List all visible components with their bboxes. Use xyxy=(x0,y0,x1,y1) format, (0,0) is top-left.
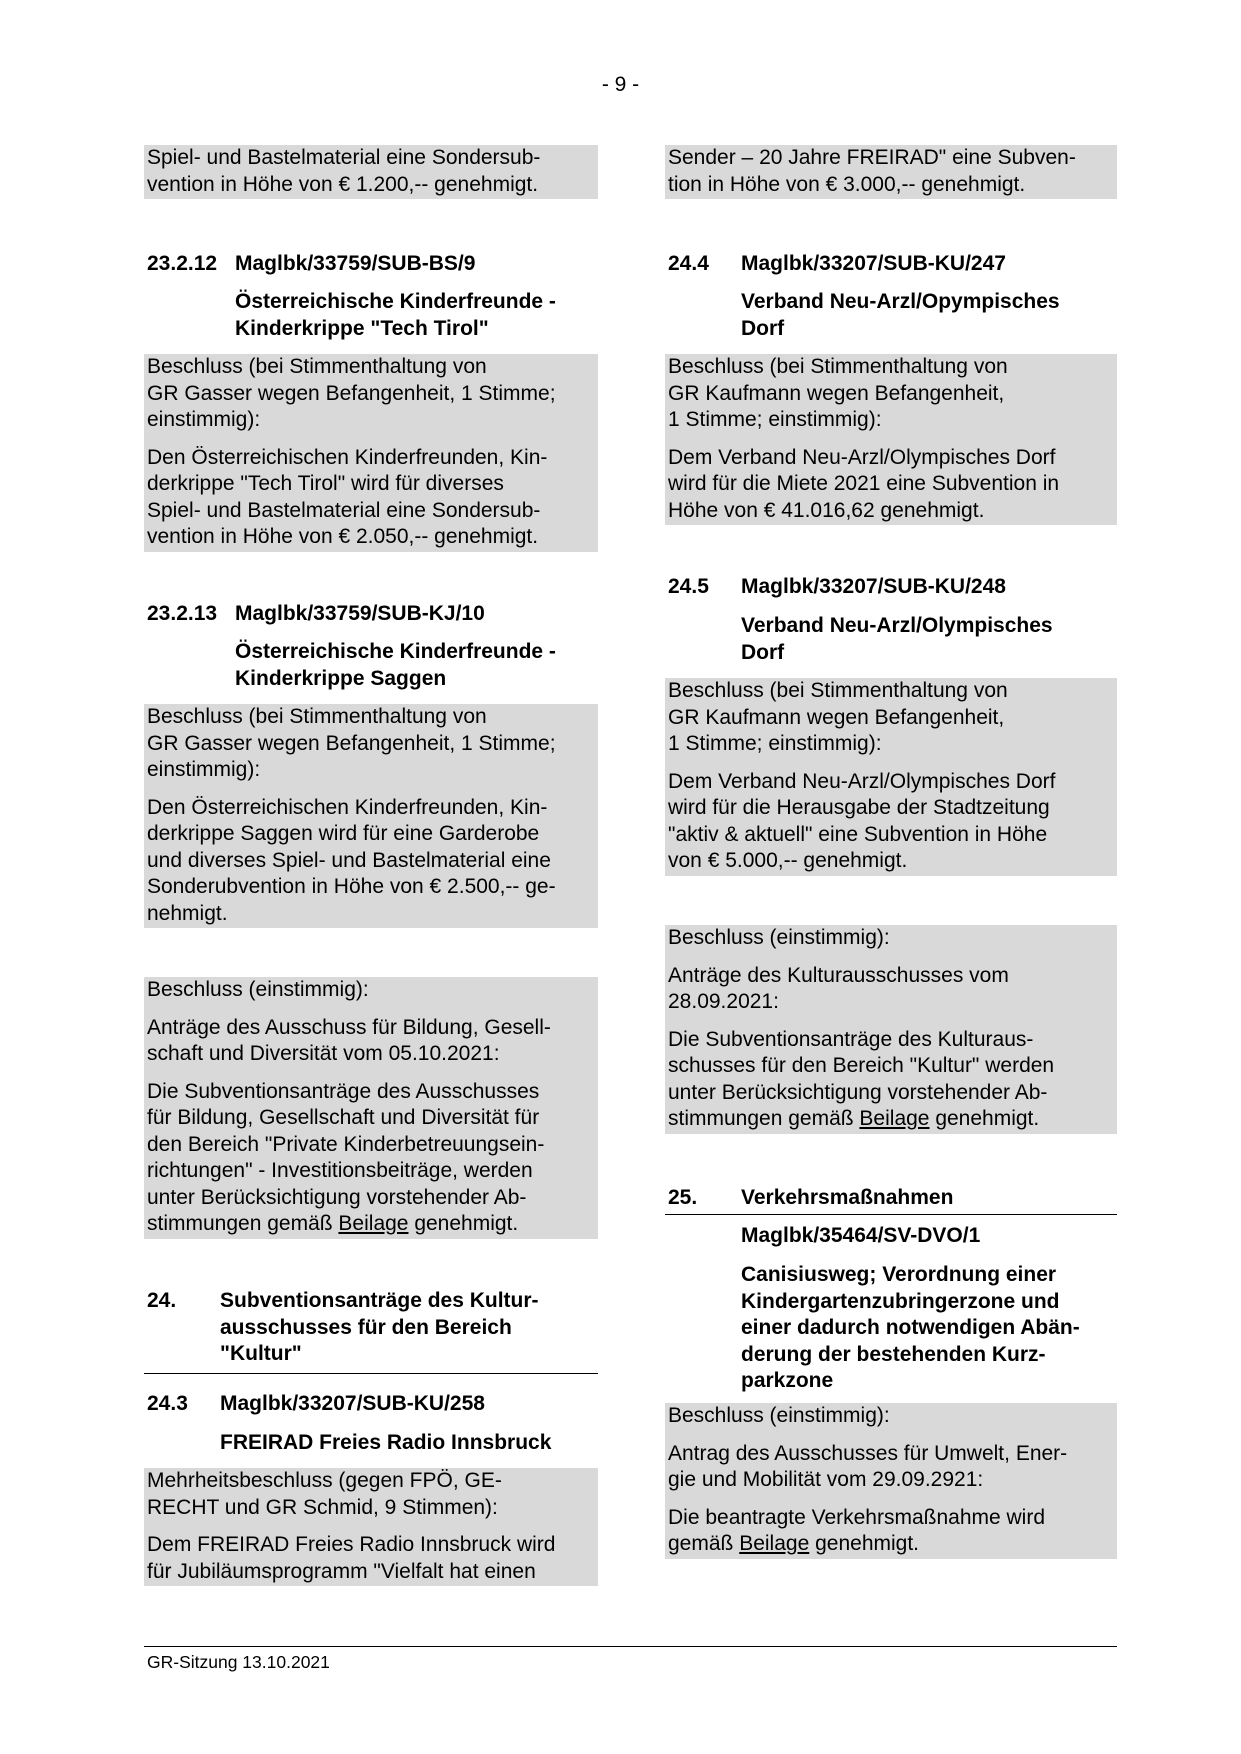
section-number: 25. xyxy=(668,1186,698,1209)
line: Canisiusweg; Verordnung einer xyxy=(741,1263,1057,1286)
line: Beschluss (bei Stimmenthaltung von xyxy=(147,705,487,728)
intro-text xyxy=(147,145,595,198)
beschluss-text: Beschluss (einstimmig): xyxy=(668,1404,890,1427)
line: gemäß xyxy=(668,1532,740,1555)
line: Kinderkrippe "Tech Tirol" xyxy=(235,316,489,340)
section-number: 24.4 xyxy=(668,252,709,275)
line: Österreichische Kinderfreunde - xyxy=(235,290,556,313)
line: stimmungen gemäß xyxy=(147,1212,339,1235)
beilage-link[interactable]: Beilage xyxy=(739,1532,810,1555)
section-number: 24. xyxy=(147,1289,177,1312)
decision-text xyxy=(668,1505,1114,1558)
line: 1 Stimme; einstimmig): xyxy=(668,408,882,431)
decision-text xyxy=(668,445,1114,525)
line: Dem Verband Neu-Arzl/Olympisches Dorf xyxy=(668,769,1056,793)
section-code: Maglbk/33207/SUB-KU/247 xyxy=(741,252,1006,275)
line: wird für die Miete 2021 eine Subvention in xyxy=(668,472,1060,495)
line: Subventionsanträge des Kultur- xyxy=(220,1289,539,1312)
section-code: Maglbk/33759/SUB-BS/9 xyxy=(235,252,476,275)
line: Beschluss (bei Stimmenthaltung von xyxy=(668,355,1008,378)
section-code: Maglbk/33759/SUB-KJ/10 xyxy=(235,602,485,625)
line: Dorf xyxy=(741,316,785,340)
line: schusses für den Bereich "Kultur" werden xyxy=(668,1054,1055,1077)
line: schaft und Diversität vom 05.10.2021: xyxy=(147,1042,500,1065)
line: Sender – 20 Jahre FREIRAD" eine Subven- xyxy=(668,146,1076,169)
section-number: 24.5 xyxy=(668,575,709,598)
beschluss-block-23-2-13 xyxy=(144,704,598,928)
section-number: 23.2.12 xyxy=(147,252,218,275)
section-heading-24-4 xyxy=(665,251,1117,278)
line: wird für die Herausgabe der Stadtzeitung xyxy=(668,796,1050,819)
line: den Bereich "Private Kinderbetreuungsein- xyxy=(147,1132,545,1156)
beilage-link[interactable]: Beilage xyxy=(338,1212,409,1235)
decision-text xyxy=(147,795,595,928)
section-rule xyxy=(665,1214,1117,1215)
line: parkzone xyxy=(741,1369,834,1392)
intro-paragraph xyxy=(665,145,1117,199)
line: Anträge des Ausschuss für Bildung, Gesell- xyxy=(147,1015,551,1039)
section-heading-25 xyxy=(665,1185,1117,1212)
line: genehmigt. xyxy=(408,1212,519,1235)
line: Die Subventionsanträge des Ausschusses xyxy=(147,1079,540,1103)
section-heading-24-3 xyxy=(144,1391,598,1418)
line: Dorf xyxy=(741,640,785,664)
line: vention in Höhe von € 2.050,-- genehmigt. xyxy=(147,525,539,548)
line: richtungen" - Investitionsbeiträge, werden xyxy=(147,1159,533,1182)
line: RECHT und GR Schmid, 9 Stimmen): xyxy=(147,1495,498,1519)
line: GR Gasser wegen Befangenheit, 1 Stimme; xyxy=(147,381,556,405)
beschluss-block-24-3 xyxy=(144,1468,598,1586)
line: gie und Mobilität vom 29.09.2921: xyxy=(668,1468,984,1491)
line: für Bildung, Gesellschaft und Diversität für xyxy=(147,1106,540,1129)
line: Anträge des Kulturausschusses vom xyxy=(668,963,1009,987)
section-code-25: Maglbk/35464/SV-DVO/1 xyxy=(741,1224,981,1247)
line: unter Berücksichtigung vorstehender Ab- xyxy=(668,1080,1048,1104)
line: derung der bestehenden Kurz- xyxy=(741,1342,1046,1366)
line: ausschusses für den Bereich xyxy=(220,1315,512,1339)
line: Den Österreichischen Kinderfreunden, Kin- xyxy=(147,445,548,469)
line: GR Kaufmann wegen Befangenheit, xyxy=(668,705,1005,729)
section-subtitle-25 xyxy=(741,1262,1080,1395)
section-title-23-2-13 xyxy=(235,639,556,692)
section-heading-23-2-13 xyxy=(144,601,598,628)
decision-text xyxy=(668,1027,1114,1133)
section-title-24-4 xyxy=(741,289,1060,342)
line: Verband Neu-Arzl/Olympisches xyxy=(741,614,1053,637)
antraege-text xyxy=(147,1015,595,1068)
section-title: Verkehrsmaßnahmen xyxy=(741,1186,954,1209)
line: unter Berücksichtigung vorstehender Ab- xyxy=(147,1185,527,1209)
intro-paragraph xyxy=(144,145,598,199)
line: Antrag des Ausschusses für Umwelt, Ener- xyxy=(668,1441,1068,1465)
decision-text xyxy=(147,445,595,551)
section-number: 24.3 xyxy=(147,1392,188,1415)
antraege-text xyxy=(668,963,1114,1016)
beilage-link[interactable]: Beilage xyxy=(859,1107,930,1130)
section-heading-24 xyxy=(144,1288,598,1370)
beschluss-block-24-4 xyxy=(665,354,1117,525)
line: Kindergartenzubringerzone und xyxy=(741,1289,1060,1313)
line: "Kultur" xyxy=(220,1342,302,1365)
decision-text xyxy=(147,1079,595,1238)
line: von € 5.000,-- genehmigt. xyxy=(668,849,908,872)
beschluss-text: Beschluss (einstimmig): xyxy=(668,926,890,949)
antrag-text xyxy=(668,1441,1114,1494)
line: Dem FREIRAD Freies Radio Innsbruck wird xyxy=(147,1533,556,1556)
page-number: - 9 - xyxy=(601,73,640,96)
line: GR Kaufmann wegen Befangenheit, xyxy=(668,381,1005,405)
line: Die beantragte Verkehrsmaßnahme wird xyxy=(668,1505,1046,1529)
line: Österreichische Kinderfreunde - xyxy=(235,640,556,663)
section-title xyxy=(220,1288,598,1368)
line: Höhe von € 41.016,62 genehmigt. xyxy=(668,498,985,522)
line: derkrippe Saggen wird für eine Garderobe xyxy=(147,822,540,845)
line: Kinderkrippe Saggen xyxy=(235,666,447,690)
section-number: 23.2.13 xyxy=(147,602,218,625)
line: Spiel- und Bastelmaterial eine Sondersub- xyxy=(147,146,541,169)
decision-text xyxy=(147,1532,595,1585)
section-code: Maglbk/33207/SUB-KU/258 xyxy=(220,1392,485,1415)
section-title-24-5 xyxy=(741,613,1053,666)
beschluss-block-24-5 xyxy=(665,678,1117,876)
section-code: Maglbk/33207/SUB-KU/248 xyxy=(741,575,1006,598)
section-title-23-2-12 xyxy=(235,289,556,342)
line: Sonderubvention in Höhe von € 2.500,-- ge- xyxy=(147,875,556,898)
line: derkrippe "Tech Tirol" wird für diverses xyxy=(147,472,504,495)
line: und diverses Spiel- und Bastelmaterial eine xyxy=(147,848,551,872)
section-title-24-3: FREIRAD Freies Radio Innsbruck xyxy=(220,1431,552,1454)
beschluss-text xyxy=(147,704,595,784)
line: stimmungen gemäß xyxy=(668,1107,860,1130)
line: 28.09.2021: xyxy=(668,990,779,1013)
line: Die Subventionsanträge des Kulturaus- xyxy=(668,1027,1034,1051)
line: Dem Verband Neu-Arzl/Olympisches Dorf xyxy=(668,445,1056,469)
summary-block-bildung xyxy=(144,977,598,1239)
line: vention in Höhe von € 1.200,-- genehmigt. xyxy=(147,172,539,196)
beschluss-text xyxy=(147,354,595,434)
line: Beschluss (bei Stimmenthaltung von xyxy=(668,679,1008,702)
intro-text xyxy=(668,145,1114,198)
beschluss-text: Beschluss (einstimmig): xyxy=(147,978,369,1001)
line: Beschluss (bei Stimmenthaltung von xyxy=(147,355,487,378)
line: für Jubiläumsprogramm "Vielfalt hat einen xyxy=(147,1559,536,1583)
section-heading-24-5 xyxy=(665,574,1117,601)
summary-block-kultur xyxy=(665,925,1117,1134)
decision-text xyxy=(668,769,1114,875)
line: Spiel- und Bastelmaterial eine Sondersub- xyxy=(147,498,541,522)
line: GR Gasser wegen Befangenheit, 1 Stimme; xyxy=(147,731,556,755)
section-heading-23-2-12 xyxy=(144,251,598,278)
beschluss-text xyxy=(147,1468,595,1521)
footer-rule xyxy=(144,1646,1117,1647)
line: tion in Höhe von € 3.000,-- genehmigt. xyxy=(668,172,1026,196)
line: einer dadurch notwendigen Abän- xyxy=(741,1316,1080,1339)
section-rule xyxy=(144,1373,598,1374)
line: einstimmig): xyxy=(147,408,261,431)
beschluss-text xyxy=(668,354,1114,434)
footer-text: GR-Sitzung 13.10.2021 xyxy=(147,1652,330,1672)
line: genehmigt. xyxy=(929,1107,1040,1130)
beschluss-block-25 xyxy=(665,1403,1117,1559)
line: Mehrheitsbeschluss (gegen FPÖ, GE- xyxy=(147,1469,502,1492)
line: Den Österreichischen Kinderfreunden, Kin- xyxy=(147,795,548,819)
line: genehmigt. xyxy=(809,1532,920,1555)
line: Verband Neu-Arzl/Opympisches xyxy=(741,290,1060,313)
beschluss-text xyxy=(668,678,1114,758)
line: 1 Stimme; einstimmig): xyxy=(668,732,882,755)
line: "aktiv & aktuell" eine Subvention in Höhe xyxy=(668,822,1048,846)
beschluss-block-23-2-12 xyxy=(144,354,598,552)
line: nehmigt. xyxy=(147,901,228,925)
line: einstimmig): xyxy=(147,758,261,781)
